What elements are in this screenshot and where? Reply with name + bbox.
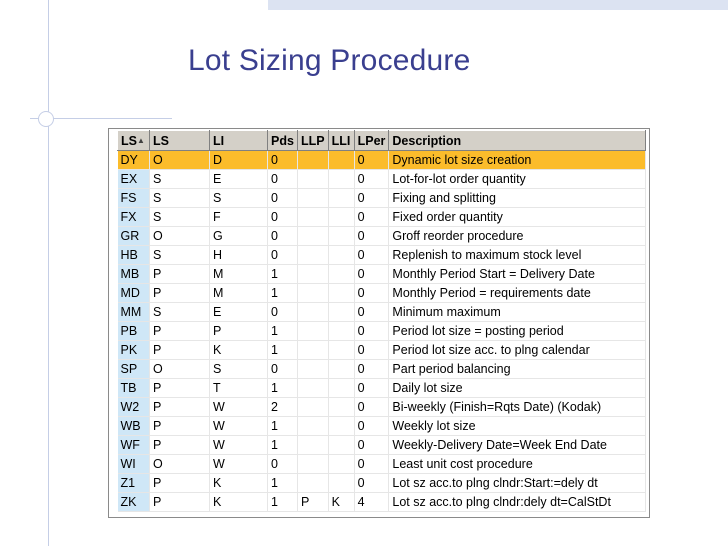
- cell-description[interactable]: Minimum maximum: [389, 303, 646, 322]
- cell-ls-indicator[interactable]: P: [150, 284, 210, 303]
- cell-lper[interactable]: 0: [354, 341, 389, 360]
- cell-li[interactable]: E: [210, 303, 268, 322]
- cell-ls[interactable]: WB: [118, 417, 150, 436]
- cell-llp[interactable]: [298, 151, 329, 170]
- table-row[interactable]: [118, 246, 646, 265]
- cell-lper[interactable]: 0: [354, 208, 389, 227]
- cell-li[interactable]: P: [210, 322, 268, 341]
- cell-li[interactable]: W: [210, 455, 268, 474]
- cell-lper[interactable]: 0: [354, 284, 389, 303]
- cell-pds[interactable]: 0: [268, 455, 298, 474]
- cell-llp[interactable]: [298, 360, 329, 379]
- cell-description[interactable]: Monthly Period Start = Delivery Date: [389, 265, 646, 284]
- table-row[interactable]: [118, 284, 646, 303]
- cell-lli[interactable]: [328, 474, 354, 493]
- table-row[interactable]: [118, 151, 646, 170]
- cell-ls-indicator[interactable]: P: [150, 417, 210, 436]
- cell-llp[interactable]: [298, 436, 329, 455]
- cell-description[interactable]: Fixing and splitting: [389, 189, 646, 208]
- cell-lli[interactable]: [328, 151, 354, 170]
- cell-ls-indicator[interactable]: S: [150, 170, 210, 189]
- cell-li[interactable]: F: [210, 208, 268, 227]
- cell-lper[interactable]: 0: [354, 455, 389, 474]
- cell-description[interactable]: Weekly-Delivery Date=Week End Date: [389, 436, 646, 455]
- cell-lper[interactable]: 0: [354, 360, 389, 379]
- table-row[interactable]: [118, 265, 646, 284]
- decorative-vertical-line: [48, 0, 49, 546]
- cell-llp[interactable]: P: [298, 493, 329, 512]
- cell-lli[interactable]: [328, 208, 354, 227]
- table-row[interactable]: [118, 189, 646, 208]
- table-row[interactable]: [118, 455, 646, 474]
- cell-lli[interactable]: [328, 284, 354, 303]
- cell-description[interactable]: Replenish to maximum stock level: [389, 246, 646, 265]
- cell-llp[interactable]: [298, 265, 329, 284]
- cell-lli[interactable]: K: [328, 493, 354, 512]
- cell-li[interactable]: W: [210, 417, 268, 436]
- cell-ls-indicator[interactable]: P: [150, 398, 210, 417]
- cell-lper[interactable]: 0: [354, 303, 389, 322]
- column-header-lper[interactable]: LPer: [354, 131, 389, 151]
- cell-li[interactable]: M: [210, 265, 268, 284]
- cell-lli[interactable]: [328, 436, 354, 455]
- cell-lli[interactable]: [328, 417, 354, 436]
- cell-llp[interactable]: [298, 227, 329, 246]
- cell-ls[interactable]: GR: [118, 227, 150, 246]
- cell-li[interactable]: D: [210, 151, 268, 170]
- cell-ls-indicator[interactable]: S: [150, 208, 210, 227]
- cell-description[interactable]: Lot sz acc.to plng clndr:dely dt=CalStDt: [389, 493, 646, 512]
- decorative-top-band: [268, 0, 728, 10]
- cell-ls-indicator[interactable]: P: [150, 322, 210, 341]
- cell-lli[interactable]: [328, 360, 354, 379]
- column-header-lli[interactable]: LLI: [328, 131, 354, 151]
- cell-lper[interactable]: 0: [354, 379, 389, 398]
- cell-pds[interactable]: 1: [268, 493, 298, 512]
- cell-ls[interactable]: SP: [118, 360, 150, 379]
- table-row[interactable]: [118, 474, 646, 493]
- cell-lli[interactable]: [328, 170, 354, 189]
- cell-pds[interactable]: 0: [268, 246, 298, 265]
- cell-li[interactable]: G: [210, 227, 268, 246]
- cell-llp[interactable]: [298, 379, 329, 398]
- cell-description[interactable]: Dynamic lot size creation: [389, 151, 646, 170]
- cell-description[interactable]: Part period balancing: [389, 360, 646, 379]
- cell-pds[interactable]: 0: [268, 151, 298, 170]
- table-row[interactable]: [118, 341, 646, 360]
- sort-ascending-icon: ▲: [136, 135, 145, 145]
- column-header-description[interactable]: Description: [389, 131, 646, 151]
- cell-ls-indicator[interactable]: S: [150, 303, 210, 322]
- cell-llp[interactable]: [298, 189, 329, 208]
- cell-ls[interactable]: MM: [118, 303, 150, 322]
- table-row[interactable]: [118, 398, 646, 417]
- cell-llp[interactable]: [298, 398, 329, 417]
- cell-lper[interactable]: 0: [354, 474, 389, 493]
- table-row[interactable]: [118, 303, 646, 322]
- cell-llp[interactable]: [298, 474, 329, 493]
- cell-pds[interactable]: 0: [268, 360, 298, 379]
- cell-lper[interactable]: 0: [354, 170, 389, 189]
- cell-description[interactable]: Least unit cost procedure: [389, 455, 646, 474]
- cell-ls-indicator[interactable]: O: [150, 360, 210, 379]
- cell-description[interactable]: Groff reorder procedure: [389, 227, 646, 246]
- cell-pds[interactable]: 0: [268, 227, 298, 246]
- cell-lli[interactable]: [328, 246, 354, 265]
- cell-description[interactable]: Daily lot size: [389, 379, 646, 398]
- cell-li[interactable]: K: [210, 341, 268, 360]
- cell-ls-indicator[interactable]: S: [150, 189, 210, 208]
- cell-li[interactable]: K: [210, 474, 268, 493]
- cell-li[interactable]: E: [210, 170, 268, 189]
- cell-llp[interactable]: [298, 208, 329, 227]
- table-row[interactable]: [118, 436, 646, 455]
- cell-ls[interactable]: MB: [118, 265, 150, 284]
- cell-pds[interactable]: 1: [268, 284, 298, 303]
- cell-pds[interactable]: 1: [268, 322, 298, 341]
- cell-description[interactable]: Monthly Period = requirements date: [389, 284, 646, 303]
- cell-llp[interactable]: [298, 170, 329, 189]
- cell-description[interactable]: Lot-for-lot order quantity: [389, 170, 646, 189]
- lot-sizing-table: [117, 130, 646, 512]
- cell-lper[interactable]: 0: [354, 436, 389, 455]
- cell-description[interactable]: Weekly lot size: [389, 417, 646, 436]
- cell-li[interactable]: M: [210, 284, 268, 303]
- cell-ls[interactable]: Z1: [118, 474, 150, 493]
- cell-pds[interactable]: 0: [268, 208, 298, 227]
- cell-ls-indicator[interactable]: O: [150, 455, 210, 474]
- cell-pds[interactable]: 1: [268, 265, 298, 284]
- column-header-ls[interactable]: [118, 131, 150, 151]
- cell-ls[interactable]: EX: [118, 170, 150, 189]
- cell-lli[interactable]: [328, 341, 354, 360]
- cell-ls[interactable]: ZK: [118, 493, 150, 512]
- cell-ls-indicator[interactable]: P: [150, 474, 210, 493]
- cell-pds[interactable]: 1: [268, 474, 298, 493]
- cell-ls[interactable]: PK: [118, 341, 150, 360]
- cell-description[interactable]: Fixed order quantity: [389, 208, 646, 227]
- table-row[interactable]: [118, 493, 646, 512]
- table-row[interactable]: [118, 170, 646, 189]
- cell-llp[interactable]: [298, 284, 329, 303]
- cell-lper[interactable]: 0: [354, 189, 389, 208]
- cell-li[interactable]: T: [210, 379, 268, 398]
- cell-pds[interactable]: 1: [268, 436, 298, 455]
- cell-lper[interactable]: 4: [354, 493, 389, 512]
- cell-lper[interactable]: 0: [354, 265, 389, 284]
- cell-ls-indicator[interactable]: P: [150, 379, 210, 398]
- cell-description[interactable]: Period lot size acc. to plng calendar: [389, 341, 646, 360]
- cell-lli[interactable]: [328, 379, 354, 398]
- cell-lper[interactable]: 0: [354, 398, 389, 417]
- cell-ls-indicator[interactable]: S: [150, 246, 210, 265]
- cell-ls-indicator[interactable]: P: [150, 436, 210, 455]
- cell-ls[interactable]: HB: [118, 246, 150, 265]
- cell-ls-indicator[interactable]: P: [150, 341, 210, 360]
- cell-description[interactable]: Lot sz acc.to plng clndr:Start:=dely dt: [389, 474, 646, 493]
- cell-ls[interactable]: PB: [118, 322, 150, 341]
- cell-lli[interactable]: [328, 189, 354, 208]
- cell-description[interactable]: Period lot size = posting period: [389, 322, 646, 341]
- cell-pds[interactable]: 1: [268, 341, 298, 360]
- cell-lli[interactable]: [328, 455, 354, 474]
- column-header-li[interactable]: LI: [210, 131, 268, 151]
- cell-li[interactable]: S: [210, 189, 268, 208]
- cell-ls-indicator[interactable]: O: [150, 151, 210, 170]
- cell-description[interactable]: Bi-weekly (Finish=Rqts Date) (Kodak): [389, 398, 646, 417]
- cell-pds[interactable]: 2: [268, 398, 298, 417]
- cell-ls-indicator[interactable]: O: [150, 227, 210, 246]
- cell-pds[interactable]: 0: [268, 170, 298, 189]
- column-header-ls-indicator[interactable]: LS: [150, 131, 210, 151]
- cell-lper[interactable]: 0: [354, 417, 389, 436]
- cell-ls[interactable]: W2: [118, 398, 150, 417]
- cell-ls-indicator[interactable]: P: [150, 265, 210, 284]
- cell-llp[interactable]: [298, 341, 329, 360]
- column-header-llp[interactable]: LLP: [298, 131, 329, 151]
- cell-lper[interactable]: 0: [354, 322, 389, 341]
- cell-llp[interactable]: [298, 455, 329, 474]
- cell-li[interactable]: H: [210, 246, 268, 265]
- cell-li[interactable]: W: [210, 436, 268, 455]
- cell-llp[interactable]: [298, 303, 329, 322]
- cell-pds[interactable]: 1: [268, 417, 298, 436]
- cell-ls[interactable]: TB: [118, 379, 150, 398]
- table-row[interactable]: [118, 417, 646, 436]
- column-header-label: LS: [121, 133, 137, 148]
- lot-sizing-grid: [108, 128, 650, 518]
- cell-ls[interactable]: WI: [118, 455, 150, 474]
- table-row[interactable]: [118, 322, 646, 341]
- slide-title: Lot Sizing Procedure: [188, 44, 471, 77]
- cell-ls[interactable]: FS: [118, 189, 150, 208]
- cell-lli[interactable]: [328, 303, 354, 322]
- cell-ls-indicator[interactable]: P: [150, 493, 210, 512]
- cell-lli[interactable]: [328, 227, 354, 246]
- cell-lper[interactable]: 0: [354, 246, 389, 265]
- cell-pds[interactable]: 0: [268, 303, 298, 322]
- cell-li[interactable]: W: [210, 398, 268, 417]
- column-header-pds[interactable]: Pds: [268, 131, 298, 151]
- cell-llp[interactable]: [298, 246, 329, 265]
- cell-lli[interactable]: [328, 322, 354, 341]
- cell-ls[interactable]: WF: [118, 436, 150, 455]
- cell-llp[interactable]: [298, 322, 329, 341]
- cell-pds[interactable]: 0: [268, 189, 298, 208]
- table-header-row: [118, 131, 646, 151]
- table-row[interactable]: [118, 360, 646, 379]
- cell-lper[interactable]: 0: [354, 227, 389, 246]
- cell-pds[interactable]: 1: [268, 379, 298, 398]
- table-row[interactable]: [118, 227, 646, 246]
- table-row[interactable]: [118, 208, 646, 227]
- cell-li[interactable]: S: [210, 360, 268, 379]
- cell-li[interactable]: K: [210, 493, 268, 512]
- cell-lli[interactable]: [328, 398, 354, 417]
- cell-ls[interactable]: DY: [118, 151, 150, 170]
- table-row[interactable]: [118, 379, 646, 398]
- cell-lli[interactable]: [328, 265, 354, 284]
- cell-llp[interactable]: [298, 417, 329, 436]
- cell-ls[interactable]: FX: [118, 208, 150, 227]
- cell-ls[interactable]: MD: [118, 284, 150, 303]
- decorative-circle: [38, 111, 54, 127]
- cell-lper[interactable]: 0: [354, 151, 389, 170]
